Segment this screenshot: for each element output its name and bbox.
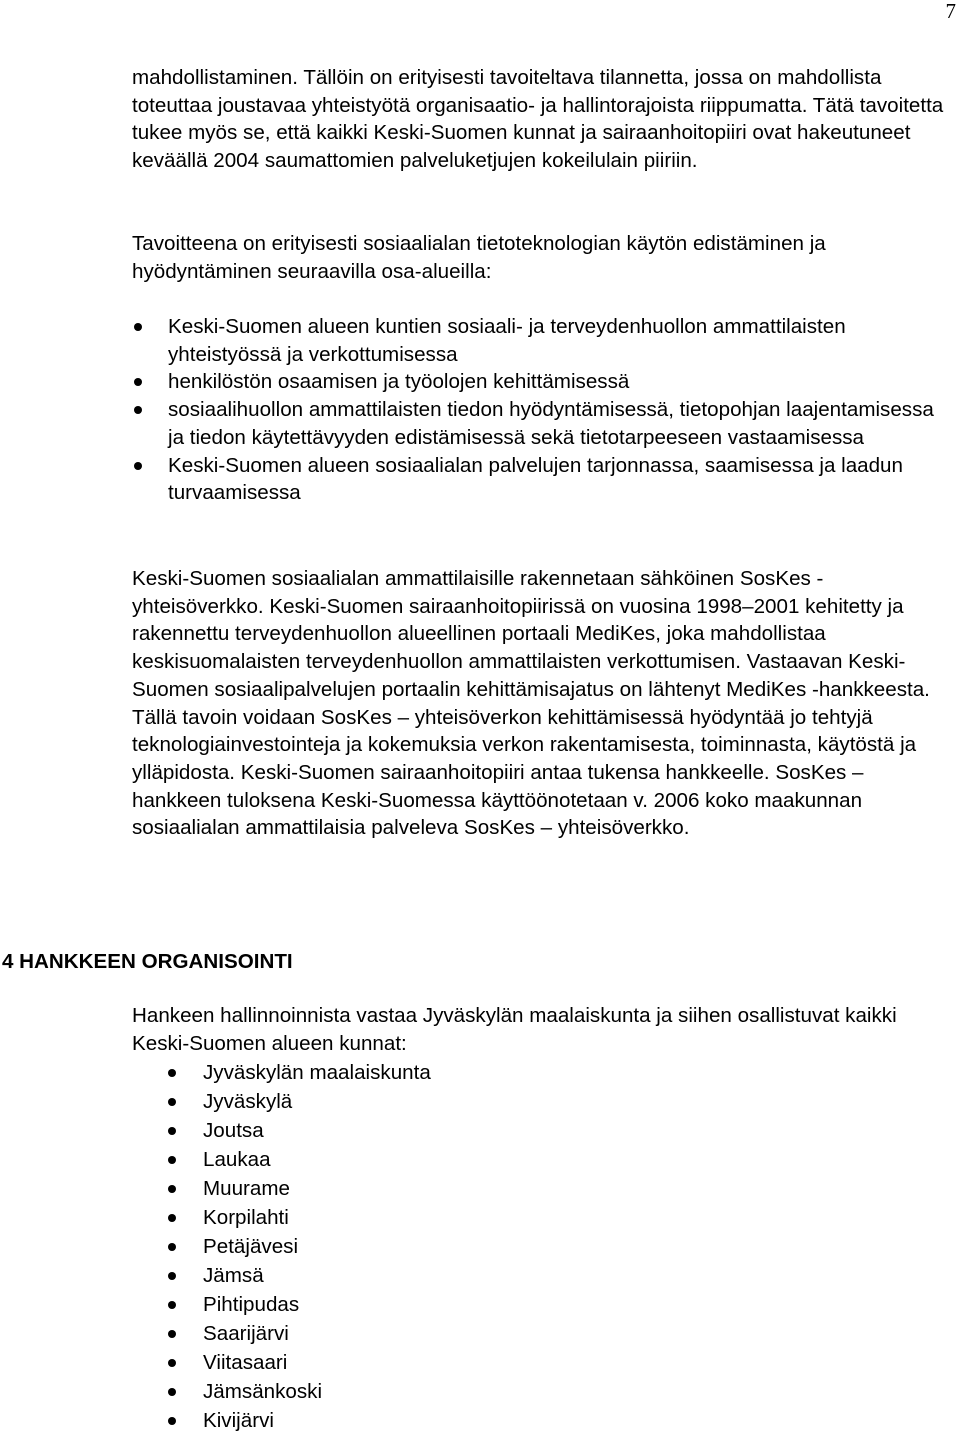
list-item: Laukaa — [166, 1145, 431, 1174]
list-item: Jyväskylän maalaiskunta — [166, 1058, 431, 1087]
list-item: Kivijärvi — [166, 1406, 431, 1435]
section-heading: 4 HANKKEEN ORGANISOINTI — [2, 950, 293, 973]
list-item: Saarijärvi — [166, 1319, 431, 1348]
list-item: Jämsänkoski — [166, 1377, 431, 1406]
list-item: Korpilahti — [166, 1203, 431, 1232]
focus-area-list — [132, 313, 952, 507]
list-item: Jämsä — [166, 1261, 431, 1290]
goals-paragraph: Tavoitteena on erityisesti sosiaalialan tietoteknologian käytön edistäminen ja hyödyntäminen seuraavilla osa-alueilla: — [132, 232, 826, 283]
list-item: Petäjävesi — [166, 1232, 431, 1261]
municipality-list — [166, 1058, 431, 1435]
list-item: Viitasaari — [166, 1348, 431, 1377]
intro-paragraph: mahdollistaminen. Tällöin on erityisesti tavoiteltava tilannetta, jossa on mahdollista toteuttaa joustavaa yhteistyötä organisaatio- ja hallintorajoista riippumatta. Tätä tavoitetta tukee myös se, että kaikki Keski-Suomen kunnat ja sairaanhoitopiiri ovat hakeutuneet keväällä 2004 saumattomien palveluketjujen kokeilulain piiriin. — [132, 66, 944, 173]
list-item: Keski-Suomen alueen sosiaalialan palvelujen tarjonnassa, saamisessa ja laadun turvaamisessa — [132, 452, 952, 507]
list-item: Pihtipudas — [166, 1290, 431, 1319]
soskes-paragraph: Keski-Suomen sosiaalialan ammattilaisille rakennetaan sähköinen SosKes -yhteisöverkko. Keski-Suomen sairaanhoitopiirissä on vuosina 1998–2001 kehitetty ja rakennettu terveydenhuollon alueellinen portaali MediKes, joka mahdollistaa keskisuomalaisten terveydenhuollon ammattilaisten verkottumisen. Vastaavan Keski-Suomen sosiaalipalvelujen portaalin kehittämisajatus on lähtenyt MediKes -hankkeesta. Tällä tavoin voidaan SosKes – yhteisöverkon kehittämisessä hyödyntää jo tehtyjä teknologiainvestointeja ja kokemuksia verkon rakentamisesta, toiminnasta, käytöstä ja ylläpidosta. Keski-Suomen sairaanhoitopiiri antaa tukensa hankkeelle. SosKes – hankkeen tuloksena Keski-Suomessa käyttöönotetaan v. 2006 koko maakunnan sosiaalialan ammattilaisia palveleva SosKes – yhteisöverkko. — [132, 567, 930, 840]
list-item: Jyväskylä — [166, 1087, 431, 1116]
list-item: henkilöstön osaamisen ja työolojen kehittämisessä — [132, 368, 952, 396]
list-item: Joutsa — [166, 1116, 431, 1145]
list-item: sosiaalihuollon ammattilaisten tiedon hyödyntämisessä, tietopohjan laajentamisessa ja tiedon käytettävyyden edistämisessä sekä tietotarpeeseen vastaamisessa — [132, 396, 952, 451]
page-number: 7 — [945, 0, 956, 23]
organisation-paragraph: Hankeen hallinnoinnista vastaa Jyväskylän maalaiskunta ja siihen osallistuvat kaikki Keski-Suomen alueen kunnat: — [132, 1004, 897, 1055]
list-item: Muurame — [166, 1174, 431, 1203]
list-item: Keski-Suomen alueen kuntien sosiaali- ja terveydenhuollon ammattilaisten yhteistyössä ja verkottumisessa — [132, 313, 952, 368]
